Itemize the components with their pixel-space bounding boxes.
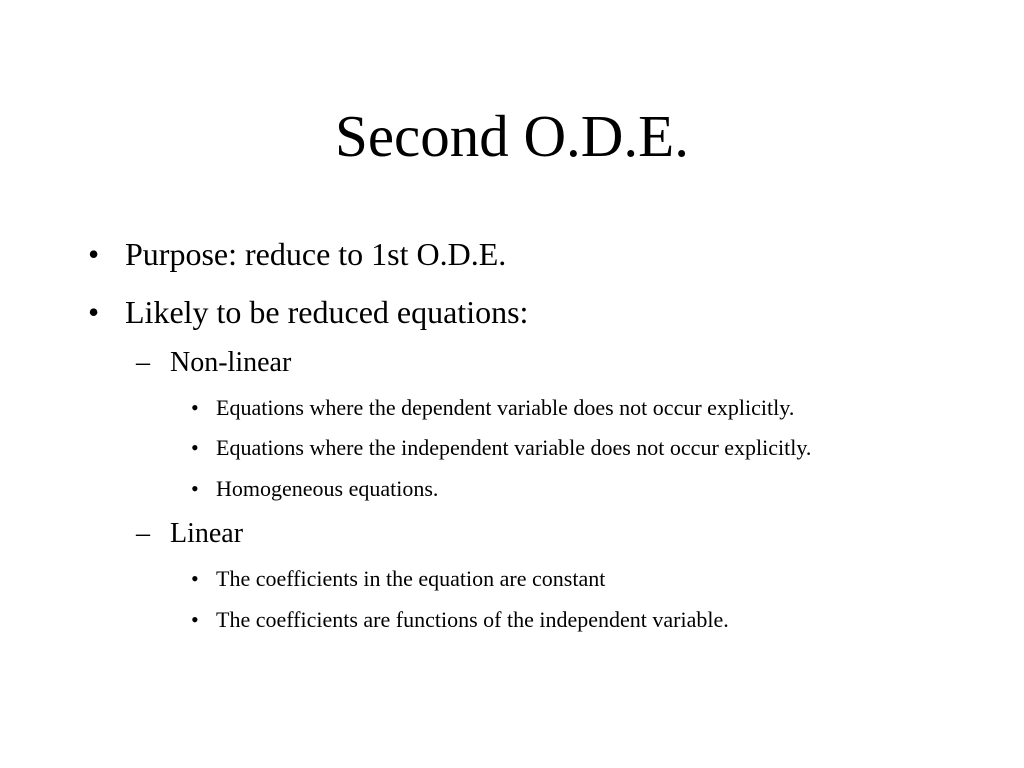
bullet-marker: • [191, 476, 199, 501]
list-item-text: The coefficients in the equation are constant [216, 566, 606, 591]
bullet-marker: • [88, 294, 100, 330]
bullet-marker: • [191, 607, 199, 632]
sub-bullet-text: Linear [170, 518, 244, 549]
list-item-text: The coefficients are functions of the independent variable. [216, 607, 729, 632]
bullet-marker: • [88, 236, 100, 272]
bullet-marker: • [191, 566, 199, 591]
bullet-marker: • [191, 395, 199, 420]
bullet-text: Likely to be reduced equations: [125, 294, 529, 330]
list-item-text: Equations where the dependent variable does not occur explicitly. [216, 395, 795, 420]
sub-bullet-text: Non-linear [170, 347, 292, 378]
bullet-marker: • [191, 435, 199, 460]
dash-marker: – [136, 518, 150, 549]
bullet-text: Purpose: reduce to 1st O.D.E. [125, 236, 507, 272]
slide-title: Second O.D.E. [335, 103, 689, 169]
list-item-text: Homogeneous equations. [216, 476, 439, 501]
list-item-text: Equations where the independent variable does not occur explicitly. [216, 435, 812, 460]
dash-marker: – [136, 347, 150, 378]
